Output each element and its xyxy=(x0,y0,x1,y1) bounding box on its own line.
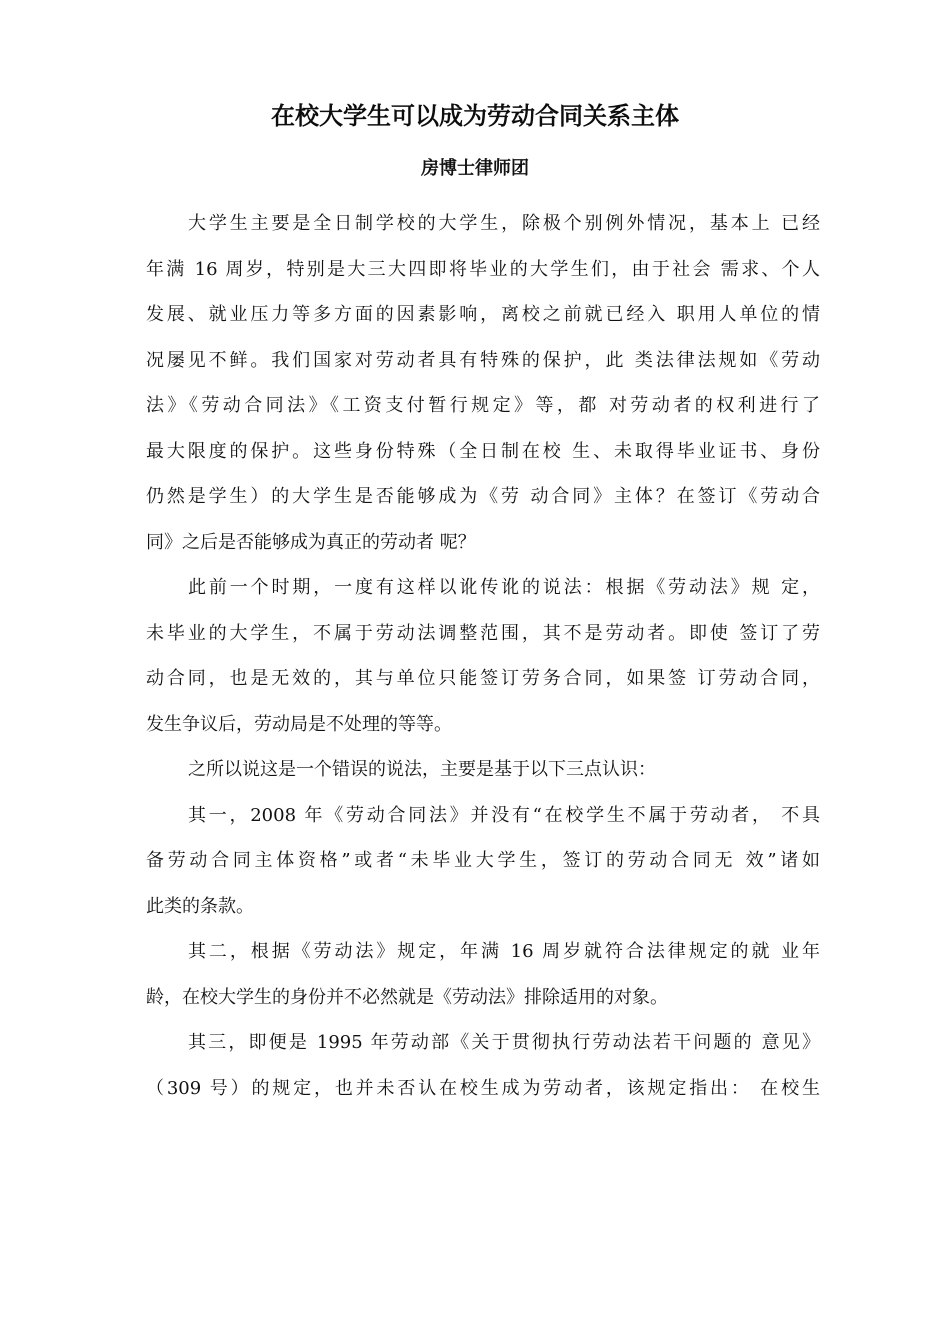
paragraph-line: 之所以说这是一个错误的说法，主要是基于以下三点认识： xyxy=(188,759,656,780)
paragraph-line: 年满 16 周岁，特别是大三大四即将毕业的大学生们，由于社会 需求、个人 xyxy=(146,258,820,280)
paragraph-line: 最大限度的保护。这些身份特殊（全日制在校 生、未取得毕业证书、身份 xyxy=(146,440,820,462)
paragraph-3 xyxy=(146,747,820,793)
paragraph-5 xyxy=(146,929,820,1020)
paragraph-line: 发生争议后，劳动局是不处理的等等。 xyxy=(146,713,452,735)
paragraph-line: 同》之后是否能够成为真正的劳动者 呢？ xyxy=(146,531,476,553)
paragraph-4 xyxy=(146,793,820,930)
paragraph-2 xyxy=(146,565,820,747)
paragraph-line: 况屡见不鲜。我们国家对劳动者具有特殊的保护，此 类法律法规如《劳动 xyxy=(146,349,820,371)
document-title: 在校大学生可以成为劳动合同关系主体 xyxy=(271,102,679,130)
paragraph-line: 其三，即便是 1995 年劳动部《关于贯彻执行劳动法若干问题的 意见》 xyxy=(188,1032,820,1053)
paragraph-line: 发展、就业压力等多方面的因素影响，离校之前就已经入 职用人单位的情 xyxy=(146,304,820,325)
paragraph-line: 未毕业的大学生，不属于劳动法调整范围，其不是劳动者。即使 签订了劳 xyxy=(146,622,820,644)
paragraph-line: 其二，根据《劳动法》规定，年满 16 周岁就符合法律规定的就 业年 xyxy=(188,941,820,962)
paragraph-line: 龄，在校大学生的身份并不必然就是《劳动法》排除适用的对象。 xyxy=(146,986,668,1008)
paragraph-line: 大学生主要是全日制学校的大学生，除极个别例外情况，基本上 已经 xyxy=(188,213,820,234)
paragraph-line: 动合同，也是无效的，其与单位只能签订劳务合同，如果签 订劳动合同， xyxy=(146,668,820,689)
paragraph-line: 其一，2008 年《劳动合同法》并没有“在校学生不属于劳动者， 不具 xyxy=(188,804,820,826)
document-body xyxy=(146,201,820,1111)
paragraph-line: 此前一个时期，一度有这样以讹传讹的说法：根据《劳动法》规 定， xyxy=(188,577,820,598)
paragraph-line: （309 号）的规定，也并未否认在校生成为劳动者，该规定指出： 在校生 xyxy=(146,1077,820,1099)
paragraph-line: 备劳动合同主体资格”或者“未毕业大学生，签订的劳动合同无 效”诸如 xyxy=(146,850,820,871)
paragraph-6 xyxy=(146,1020,820,1111)
paragraph-line: 法》《劳动合同法》《工资支付暂行规定》等，都 对劳动者的权利进行了 xyxy=(146,395,820,416)
paragraph-1 xyxy=(146,201,820,565)
paragraph-line: 此类的条款。 xyxy=(146,895,254,917)
paragraph-line: 仍然是学生）的大学生是否能够成为《劳 动合同》主体？在签订《劳动合 xyxy=(146,486,820,507)
document-author: 房博士律师团 xyxy=(421,158,529,179)
